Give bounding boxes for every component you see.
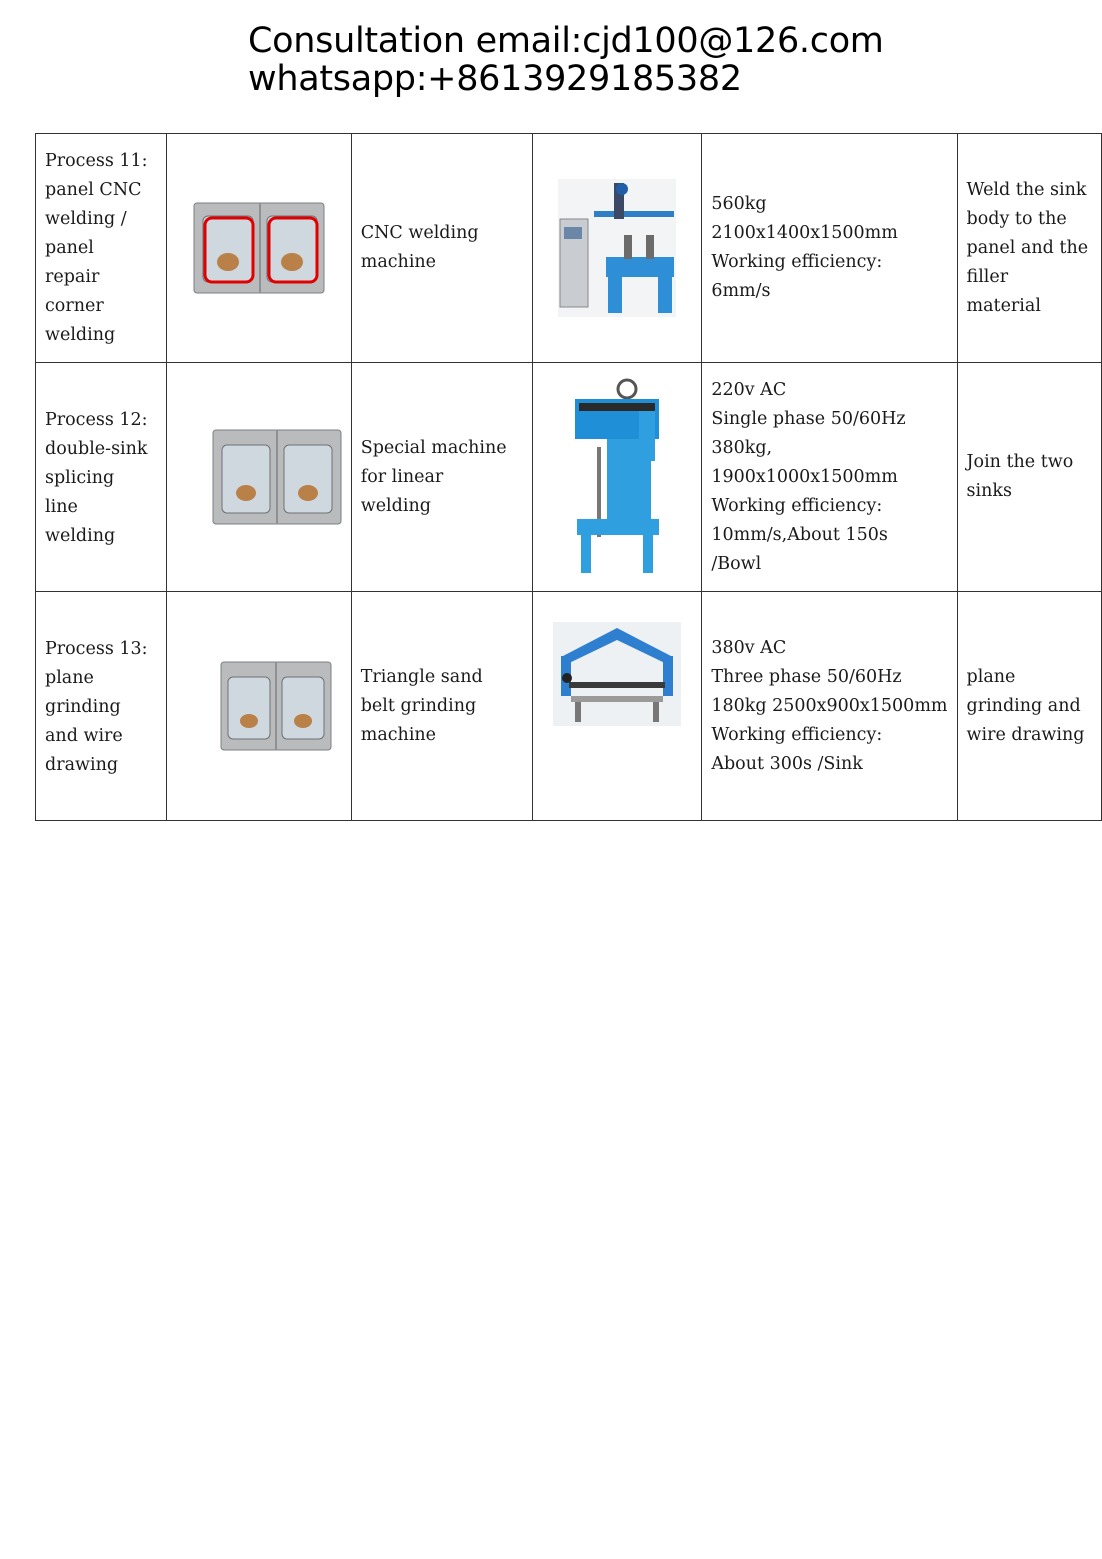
linear-welding-machine-image	[567, 377, 667, 577]
process-step-cell: Process 13: plane grinding and wire drawing	[36, 592, 167, 821]
machine-image-cell	[532, 363, 702, 592]
table-row	[36, 134, 1102, 363]
table-row	[36, 592, 1102, 821]
specs-cell: 380v AC Three phase 50/60Hz 180kg 2500x900x1500mm Working efficiency: About 300s /Sink	[702, 592, 957, 821]
machine-image-cell	[532, 134, 702, 363]
table-row	[36, 363, 1102, 592]
double-sink-image	[212, 429, 342, 525]
cnc-welding-machine-image	[558, 179, 676, 317]
specs-cell: 560kg 2100x1400x1500mm Working efficiency: 6mm/s	[702, 134, 957, 363]
process-table	[35, 133, 1102, 821]
double-sink-image	[193, 202, 325, 294]
description-cell: Weld the sink body to the panel and the filler material	[957, 134, 1101, 363]
whatsapp-number: whatsapp:+8613929185382	[248, 59, 742, 99]
belt-grinding-machine-image	[553, 622, 681, 726]
specs-cell: 220v AC Single phase 50/60Hz 380kg, 1900x1000x1500mm Working efficiency: 10mm/s,About 150s /Bowl	[702, 363, 957, 592]
product-image-cell	[166, 363, 351, 592]
product-image-cell	[166, 592, 351, 821]
description-cell: plane grinding and wire drawing	[957, 592, 1101, 821]
contact-header	[248, 22, 884, 98]
process-step-cell: Process 12: double-sink splicing line welding	[36, 363, 167, 592]
machine-name-cell: Special machine for linear welding	[351, 363, 532, 592]
process-step-cell: Process 11: panel CNC welding / panel repair corner welding	[36, 134, 167, 363]
description-cell: Join the two sinks	[957, 363, 1101, 592]
machine-name-cell: CNC welding machine	[351, 134, 532, 363]
machine-name-cell: Triangle sand belt grinding machine	[351, 592, 532, 821]
double-sink-image	[220, 661, 332, 751]
consultation-email: Consultation email:cjd100@126.com	[248, 21, 884, 61]
machine-image-cell	[532, 592, 702, 821]
product-image-cell	[166, 134, 351, 363]
